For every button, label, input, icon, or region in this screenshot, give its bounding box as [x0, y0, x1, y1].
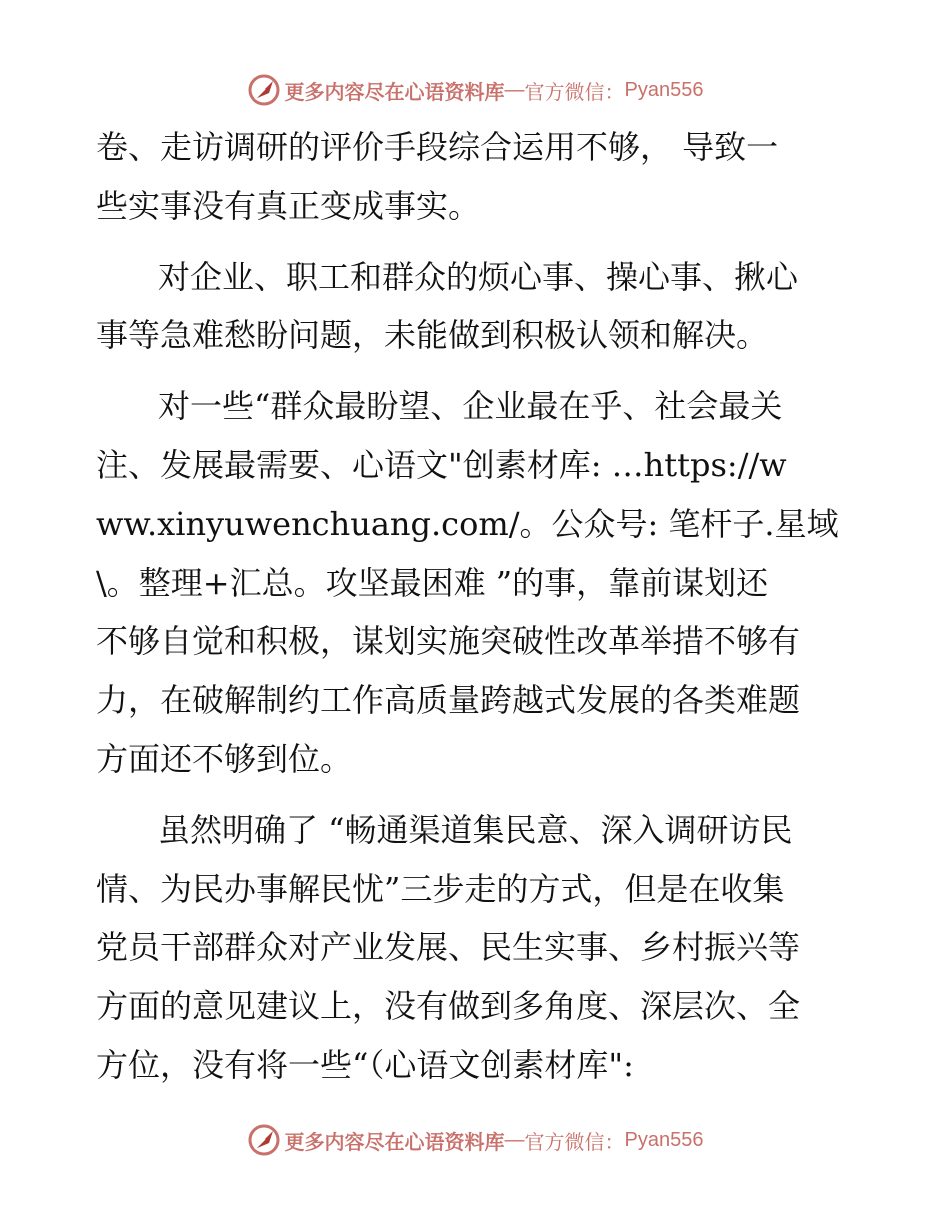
document-body: [96, 118, 856, 1095]
footer-separator: —: [504, 1128, 525, 1151]
paragraph-line: ww.xinyuwenchuang.com/。公众号: 笔杆子.星域: [96, 504, 839, 543]
paragraph-line: 情、为民办事解民忧”三步走的方式，但是在收集: [96, 869, 785, 908]
paragraph-1: [96, 118, 856, 236]
footer-wechat-id: Pyan556: [624, 1128, 704, 1151]
quill-logo-icon: [247, 1123, 281, 1157]
paragraph-line: 力，在破解制约工作高质量跨越式发展的各类难题: [96, 681, 801, 720]
paragraph-line: 不够自觉和积极，谋划实施突破性改革举措不够有: [96, 622, 801, 661]
paragraph-3: [96, 377, 856, 789]
paragraph-line: 对一些“群众最盼望、企业最在乎、社会最关: [158, 387, 783, 426]
paragraph-line: \。整理+汇总。攻坚最困难 ”的事，靠前谋划还: [96, 563, 769, 602]
header-wechat-id: Pyan556: [624, 78, 704, 101]
paragraph-line: 党员干部群众对产业发展、民生实事、乡村振兴等: [96, 928, 801, 967]
page-header-watermark: [0, 70, 950, 110]
header-brand-text: 更多内容尽在心语资料库: [284, 81, 505, 104]
paragraph-line: 虽然明确了 “畅通渠道集民意、深入调研访民: [158, 810, 793, 849]
paragraph-line: 对企业、职工和群众的烦心事、操心事、揪心: [158, 257, 799, 296]
paragraph-line: 注、发展最需要、心语文"创素材库: …https://w: [96, 445, 787, 484]
paragraph-line: 事等急难愁盼问题，未能做到积极认领和解决。: [96, 316, 769, 355]
paragraph-line: 方位，没有将一些“（心语文创素材库":: [96, 1045, 634, 1084]
paragraph-line: 卷、走访调研的评价手段综合运用不够， 导致一: [96, 128, 779, 166]
page-footer-watermark: [0, 1120, 950, 1160]
quill-logo-icon: [247, 73, 281, 107]
footer-wechat-label: 官方微信：: [524, 1131, 625, 1154]
header-separator: —: [504, 78, 525, 101]
paragraph-4: [96, 801, 856, 1095]
footer-brand-text: 更多内容尽在心语资料库: [284, 1131, 505, 1154]
paragraph-line: 方面还不够到位。: [96, 739, 353, 778]
paragraph-2: [96, 248, 856, 366]
header-wechat-label: 官方微信：: [524, 81, 625, 104]
paragraph-line: 些实事没有真正变成事实。: [96, 186, 481, 225]
paragraph-line: 方面的意见建议上，没有做到多角度、深层次、全: [96, 987, 801, 1026]
